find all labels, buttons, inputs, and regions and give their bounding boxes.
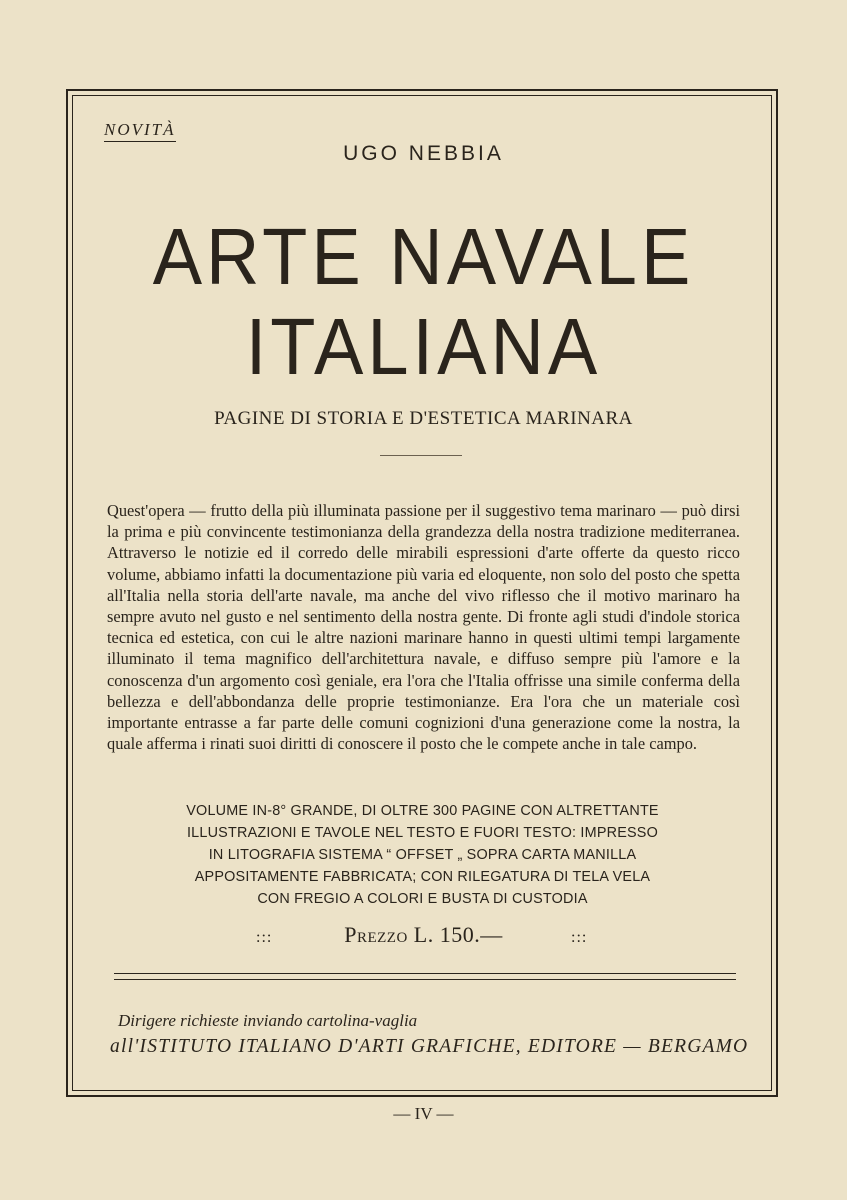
description-paragraph: Quest'opera — frutto della più illuminata passione per il suggestivo tema marinaro — può dirsi la prima e più convincente testimonianza della grandezza della nostra tradizione mediterranea. Attraverso le notizie ed il corredo delle mirabili espressioni d'arte offerte da questo ricco volume, abbiamo infatti la documentazione più varia ed eloquente, non solo del posto che spetta all'Italia nella storia dell'arte navale, ma anche del vivo riflesso che il motivo marinaro ha sempre avuto nel gusto e nel sentimento della nostra gente. Di fronte agli studi d'indole storica tecnica ed estetica, con cui le altre nazioni marinare hanno in questi ultimi tempi largamente illuminato il tema magnifico dell'architettura navale, e diffuso sempre più l'amore e la conoscenza d'un argomento così geniale, era l'ora che l'Italia offrisse una simile conferma della bellezza e dell'abbondanza delle proprie testimonianze. Era l'ora che un materiale così importante entrasse a far parte delle comuni cognizioni d'una generazione come la nostra, la quale afferma i rinati suoi diritti di conoscere il posto che le compete anche in tale campo. [107,501,740,754]
specs-line-5: CON FREGIO A COLORI E BUSTA DI CUSTODIA [257,891,588,907]
price-amount: L. 150.— [413,922,503,947]
title-line-2: ITALIANA [245,301,602,392]
divider-rule [380,455,462,456]
price [0,922,847,948]
publisher-address: all'ISTITUTO ITALIANO D'ARTI GRAFICHE, EDITORE — BERGAMO [110,1036,749,1057]
specs-line-4: APPOSITAMENTE FABBRICATA; CON RILEGATURA DI TELA VELA [194,869,651,885]
novelty-label: NOVITÀ [104,120,176,142]
volume-specs [150,800,695,910]
order-instructions: Dirigere richieste inviando cartolina-vaglia [118,1011,418,1030]
ornament-left: ::: [256,929,273,946]
double-divider [114,973,736,980]
page-number: — IV — [393,1104,454,1123]
subtitle: PAGINE DI STORIA E D'ESTETICA MARINARA [214,408,633,429]
price-label: Prezzo [344,922,408,947]
specs-line-1: VOLUME IN-8° GRANDE, DI OLTRE 300 PAGINE CON ALTRETTANTE [186,803,659,819]
author-name: UGO NEBBIA [343,142,504,165]
title-line-1: ARTE NAVALE [152,211,695,302]
ornament-right: ::: [571,929,588,946]
specs-line-3: IN LITOGRAFIA SISTEMA “ OFFSET „ SOPRA CARTA MANILLA [208,847,637,863]
specs-line-2: ILLUSTRAZIONI E TAVOLE NEL TESTO E FUORI TESTO: IMPRESSO [186,825,658,841]
